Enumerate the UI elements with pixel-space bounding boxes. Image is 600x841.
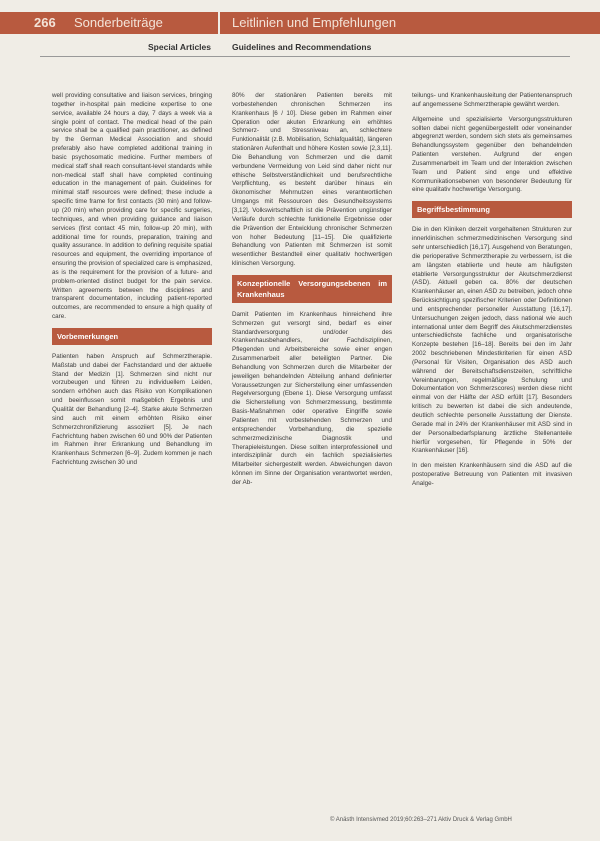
guidelines-title-de: Leitlinien und Empfehlungen — [232, 15, 397, 30]
page-number: 266 — [34, 15, 56, 30]
column-3 — [412, 92, 572, 495]
footer-copyright: © Anästh Intensivmed 2019;60:263–271 Aktiv Druck & Verlag GmbH — [330, 817, 512, 823]
section-heading-begriff: Begriffsbestimmung — [412, 201, 572, 218]
header-rule — [40, 56, 570, 57]
section-heading-konzept: Konzeptionelle Versorgungsebenen im Krankenhaus — [232, 275, 392, 303]
section-heading-vorbemerkungen: Vorbemerkungen — [52, 328, 212, 345]
header-divider — [218, 12, 220, 42]
body-paragraph: In den meisten Krankenhäusern sind die ASD auf die postoperative Betreuung von Patienten mit invasiven Analge- — [412, 462, 572, 487]
body-paragraph: Patienten haben Anspruch auf Schmerztherapie. Maßstab und dabei der Fachstandard und der aktuelle Stand der Medizin [1]. Schmerzen sind nicht nur vorzubeugen und führen zu individuellem Leiden, sondern erhöhen auch das Risiko von Komplikationen und beeinflussen somit maßgeblich Ergebnis und Qualität der Behandlung [2–4]. Starke akute Schmerzen sind auch mit einem erhöhten Risiko einer Schmerzchronifizierung assoziiert [5]. Je nach Fachrichtung haben zwischen 60 und 90% der Patienten im Rahmen ihrer Erkrankung und Behandlung im Krankenhaus Schmerzen [6–9]. Zudem kommen je nach Fachrichtung zwischen 30 und — [52, 352, 212, 467]
body-paragraph: Allgemeine und spezialisierte Versorgungsstrukturen sollten dabei nicht gegenübergestellt oder voneinander abgegrenzt werden, sondern sich stets als gemeinsames Behandlungssystem gegenüber den behandelnden Patienten verstehen. Aufgrund der engen Zusammenarbeit im Team und der Interaktion zwischen Team und Patient sind enge und effektive Kommunikationsebenen von besonderer Bedeutung für eine qualitativ hochwertige Versorgung. — [412, 115, 572, 194]
column-2 — [232, 92, 392, 494]
body-paragraph: 80% der stationären Patienten bereits mit vorbestehenden chronischen Schmerzen ins Krankenhaus [6 / 10]. Diese geben im Rahmen einer Operation oder akuten Erkrankung ein erhöhtes Schmerz- und Stressniveau an, schlechtere Funktionalität (z.B. Mobilisation, Schlafqualität), längeren stationären Aufenthalt und höhere Kosten sowie [2,3,11]. Die Behandlung von Schmerzen und die damit verbundene Vermeidung von Leid sind daher nicht nur ethische Selbstverständlichkeit und berufsrechtliche Verpflichtung, es besteht darüber hinaus ein ökonomischer Mehrnutzen eines verantwortlichen Umgangs mit Ressourcen des Gesundheitssystems [3,12]. Volkswirtschaftlich ist die Prävention ungünstiger Verläufe durch schlechte funktionelle Ergebnisse oder die Prävention der Entwicklung chronischer Schmerzen von hoher Bedeutung [11–15]. Die qualifizierte Behandlung von Patienten mit Schmerzen ist somit wesentlicher Bestandteil einer qualitativ hochwertigen klinischen Versorgung. — [232, 92, 392, 268]
body-paragraph: teilungs- und Krankenhausleitung der Patientenanspruch auf angemessene Schmerztherapie gewährt werden. — [412, 92, 572, 108]
guidelines-title-en: Guidelines and Recommendations — [232, 42, 372, 52]
section-title-en: Special Articles — [148, 42, 211, 52]
column-1 — [52, 92, 212, 474]
body-paragraph: Damit Patienten im Krankenhaus hinreichend ihre Schmerzen gut versorgt sind, bedarf es einer Standardversorgung und/oder des Krankenhausbehandlers, der Fachdisziplinen, Pflegenden und Arbeitsbereiche sowie einer engen Zusammenarbeit aller beteiligten Partner. Die Behandlung von Schmerzen durch die Mitarbeiter der jeweiligen behandelnden Abteilung anhand definierter Voraussetzungen zur Sicherstellung einer umfassenden Regelversorgung (Ebene 1). Diese Versorgung umfasst die Sicherstellung von Schmerzmessung, bestimmte Basis-Maßnahmen oder operative Eingriffe sowie Patienten mit vorbestehenden Schmerzen und entsprechender Vorbehandlung, die spezielle schmerzmedizinische Diagnostik und Therapieleistungen. Diese sollten interprofessionell und interdisziplinär durch ein fachlich spezialisiertes Mitarbeiter sichergestellt werden. Abweichungen davon können im Sinne der Organisation verantwortet werden, der Ab- — [232, 310, 392, 486]
section-title-de: Sonderbeiträge — [74, 15, 163, 30]
body-paragraph: Die in den Kliniken derzeit vorgehaltenen Strukturen zur innerklinischen schmerzmedizinischen Versorgung sind sehr unterschiedlich [16,17]. Ausgehend von Beratungen, die perioperative Schmerztherapie zu verbessern, ist die am längsten etablierte und heute am häufigsten etablierte Versorgungsstruktur der Akutschmerzdienst (ASD). Aktuell geben ca. 80% der deutschen Krankenhäuser an, einen ASD zu betreiben, jedoch ohne Berücksichtigung spezifischer Kriterien oder Definitionen und entsprechender personeller Ausstattung [16,17]. Untersuchungen zeigen jedoch, dass national wie auch international unter dem Begriff des Akutschmerzdienstes unterschiedlichste fachliche und organisatorische Konzepte bestehen [16–18]. Bereits bei den im Jahr 2002 beschriebenen Mindestkriterien für einen ASD (Personal für Visiten, Organisation des ASD auch während der Bereitschaftsdienstzeiten, schriftliche Vereinbarungen, regelmäßige Schulung und Dokumentation von Schmerzscores) werden diese nicht einmal von der Hälfte der ASD erfüllt [17]. Besonders kritisch zu bewerten ist dabei die sich andeutende, deutlich schlechte personelle Ausstattung der Dienste. Gerade mal in 24% der Krankenhäuser mit ASD sind in der Personalbedarfsplanung ärztliche Stellenanteile hierfür vorgesehen, für Pflegende in 50% der Krankenhäuser [16]. — [412, 226, 572, 455]
summary-paragraph: well providing consultative and liaison services, bringing together in-hospital pain medicine expertise to one service, available 24 hours a day, 7 days a week via a single point of contact. The medical head of the pain service shall be a qualified pain practitioner, as defined by the German Medical Association and should preferably also have completed additional training in basic psychosomatic medicine. Further members of medical staff shall reach consultant-level standards while non-medical staff shall have completed continuing education in the management of pain. Guidelines for minimal staff resources were defined; these include a specific time frame for first contacts (30 min) and follow-up (20 min) when providing care for specific surgeries, techniques, and when providing guidance and liaison services (first contact 45 min, follow-up 20 min), with additional time for rounds, preparation, training and quality assurance. In addition to defining requisite spatial resources and equipment, the overriding importance of ensuring the provision of specialized care is emphasized, as is the requirement for the provision of a future- and problem-oriented distinct budget for the pain service. Written agreements between the disciplines and transparent documentation, including patient-reported outcomes, are recommended to ensure a high quality of care. — [52, 92, 212, 321]
